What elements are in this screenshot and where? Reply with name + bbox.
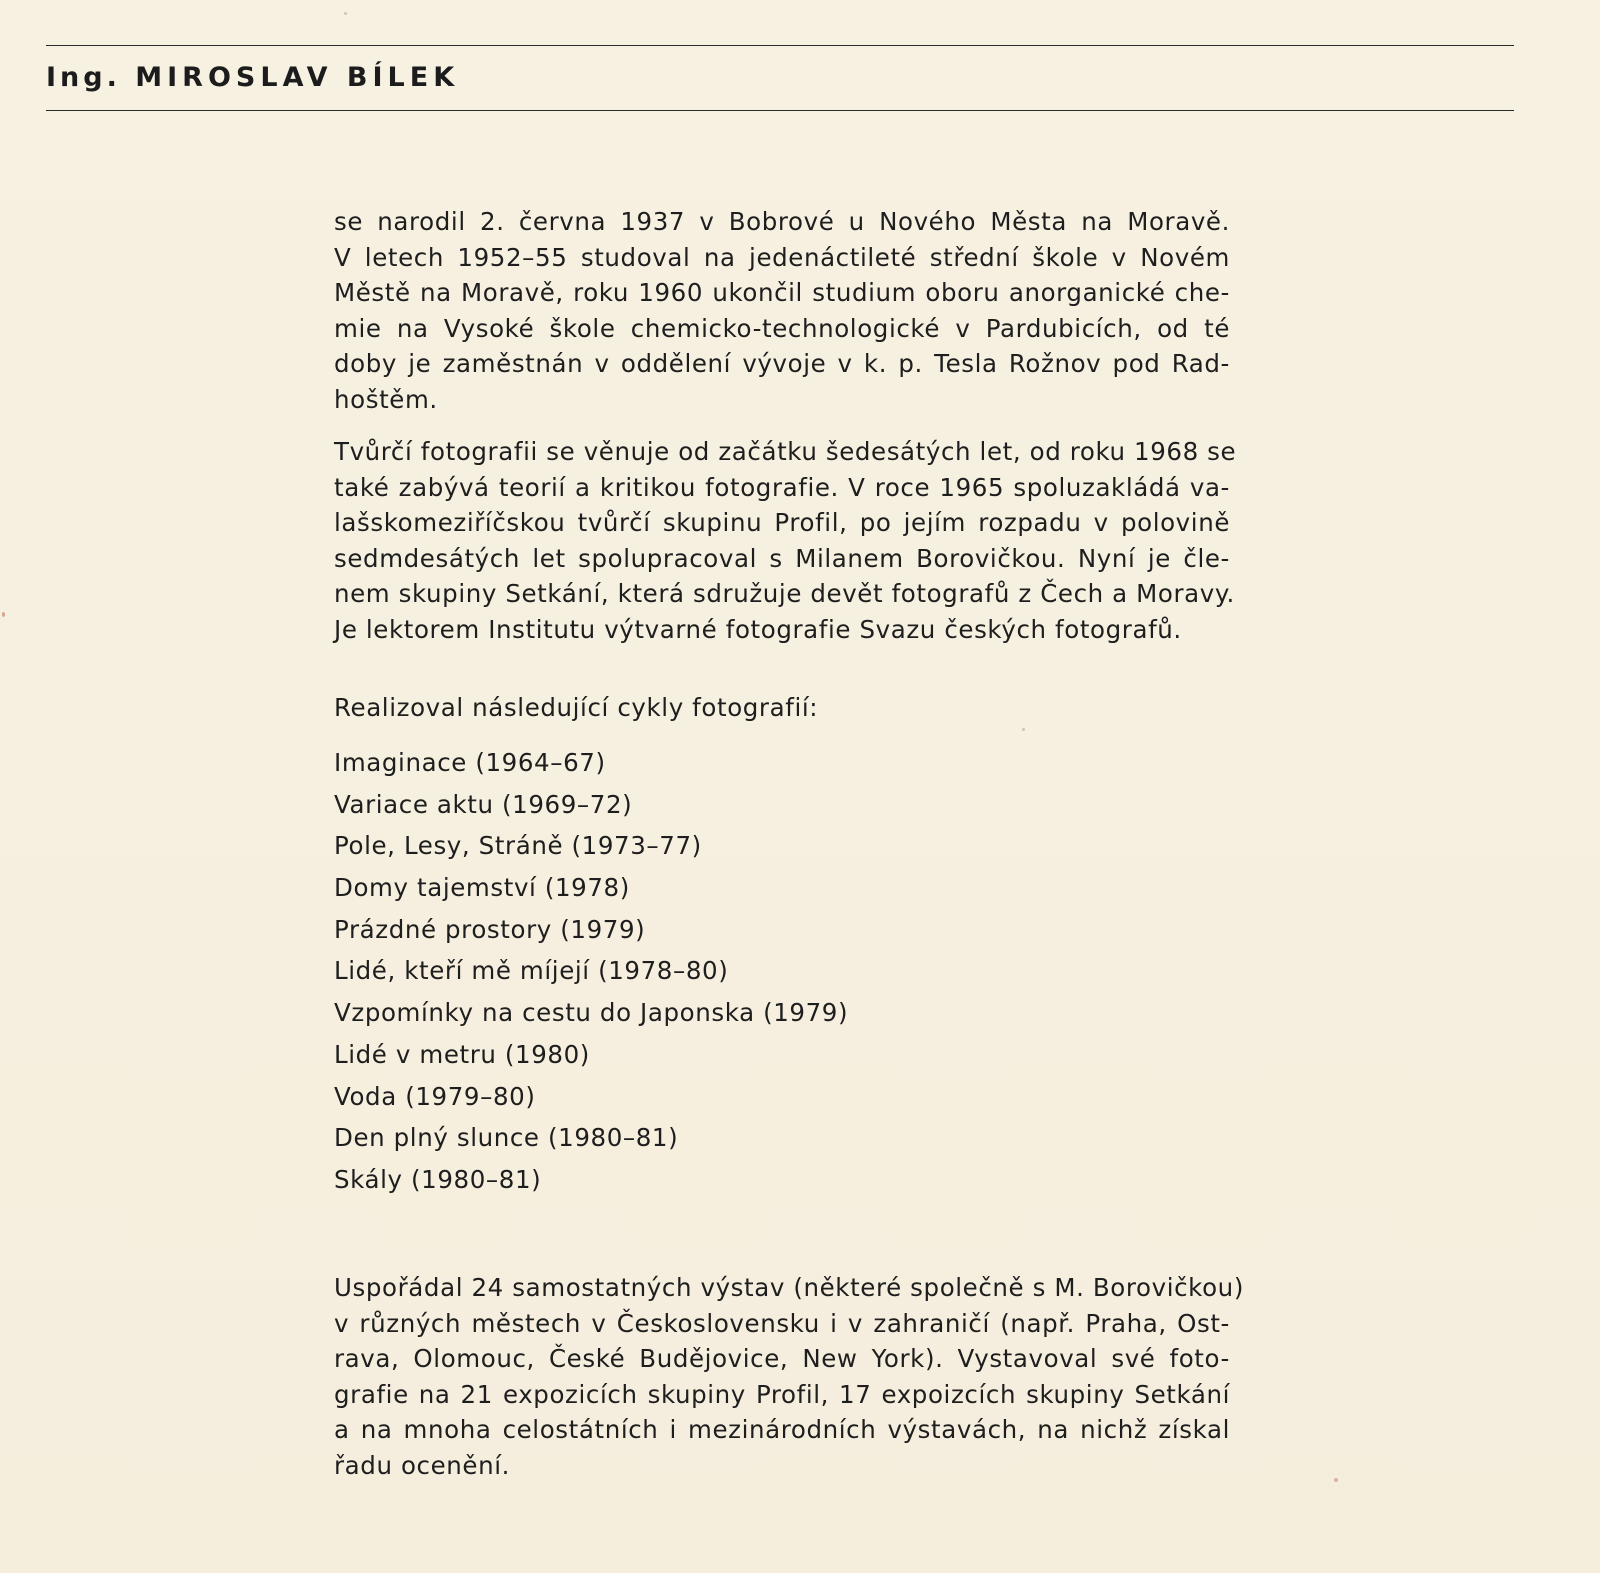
author-name: MIROSLAV BÍLEK — [135, 62, 460, 93]
header-bottom-rule — [46, 110, 1514, 111]
paper-speck — [1022, 728, 1025, 731]
list-item: Prázdné prostory (1979) — [334, 914, 646, 944]
text-line: lašskomeziříčskou tvůrčí skupinu Profil, po jejím rozpadu v polovině — [334, 508, 1230, 538]
header-top-rule — [46, 45, 1514, 46]
list-item: Pole, Lesy, Stráně (1973–77) — [334, 831, 702, 861]
photo-cycles-list — [334, 746, 848, 1205]
paper-speck — [344, 12, 347, 15]
author-header — [46, 62, 459, 93]
list-item: Skály (1980–81) — [334, 1164, 542, 1194]
paper-speck — [1334, 1478, 1338, 1482]
text-line: V letech 1952–55 studoval na jedenáctileté střední škole v Novém — [334, 242, 1230, 272]
list-item: Den plný slunce (1980–81) — [334, 1123, 679, 1153]
text-line: Je lektorem Institutu výtvarné fotografie Svazu českých fotografů. — [334, 614, 1182, 644]
text-line: a na mnoha celostátních i mezinárodních výstavách, na nichž získal — [334, 1415, 1230, 1445]
text-line: grafie na 21 expozicích skupiny Profil, 17 expoizcích skupiny Setkání — [334, 1379, 1230, 1409]
list-item: Lidé v metru (1980) — [334, 1039, 590, 1069]
biography-paragraph-2 — [334, 434, 1237, 648]
text-line: nem skupiny Setkání, která sdružuje devět fotografů z Čech a Moravy. — [334, 579, 1235, 609]
list-item: Imaginace (1964–67) — [334, 748, 606, 777]
list-item: Voda (1979–80) — [334, 1081, 536, 1111]
list-item: Domy tajemství (1978) — [334, 873, 630, 903]
text-line: mie na Vysoké škole chemicko-technologické v Pardubicích, od té — [334, 313, 1230, 343]
paper-speck — [2, 612, 5, 617]
text-line: Městě na Moravě, roku 1960 ukončil studium oboru anorganické che- — [334, 278, 1230, 308]
list-item: Lidé, kteří mě míjejí (1978–80) — [334, 956, 729, 986]
cycles-intro: Realizoval následující cykly fotografií: — [334, 693, 819, 722]
biography-paragraph-1 — [334, 204, 1230, 418]
text-line: rava, Olomouc, České Budějovice, New York). Vystavoval své foto- — [334, 1344, 1230, 1374]
text-line: Tvůrčí fotografii se věnuje od začátku šedesátých let, od roku 1968 se — [334, 437, 1237, 466]
list-item: Variace aktu (1969–72) — [334, 789, 633, 819]
list-item: Vzpomínky na cestu do Japonska (1979) — [334, 998, 849, 1028]
text-line: Uspořádal 24 samostatných výstav (některé společně s M. Borovičkou) — [334, 1273, 1244, 1302]
text-line: sedmdesátých let spolupracoval s Milanem Borovičkou. Nyní je čle- — [334, 543, 1230, 573]
text-line: doby je zaměstnán v oddělení vývoje v k. p. Tesla Rožnov pod Rad- — [334, 349, 1230, 379]
text-line: řadu ocenění. — [334, 1450, 511, 1480]
author-title-prefix: Ing. — [46, 62, 121, 93]
exhibitions-paragraph — [334, 1270, 1244, 1484]
text-line: také zabývá teorií a kritikou fotografie. V roce 1965 spoluzakládá va- — [334, 472, 1230, 502]
text-line: se narodil 2. června 1937 v Bobrové u Nového Města na Moravě. — [334, 207, 1230, 236]
text-line: hoštěm. — [334, 384, 438, 414]
text-line: v různých městech v Československu i v zahraničí (např. Praha, Ost- — [334, 1308, 1230, 1338]
